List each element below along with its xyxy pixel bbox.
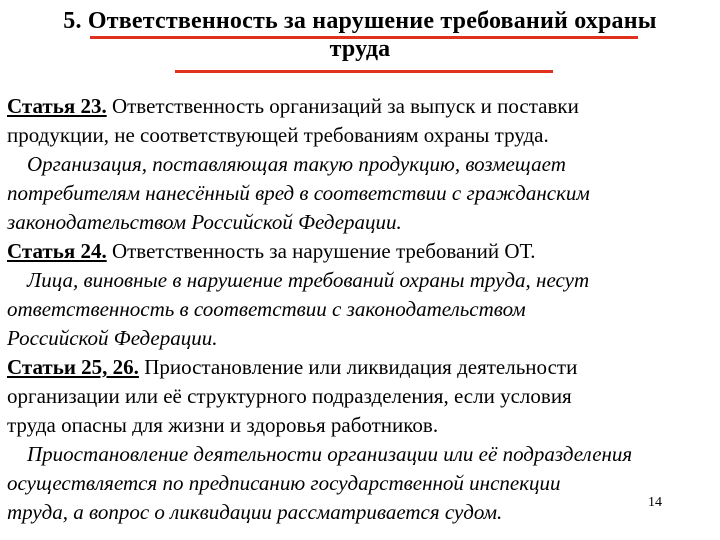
slide-body bbox=[7, 92, 713, 527]
article-text: продукции, не соответствующей требованиям охраны труда. bbox=[7, 123, 549, 147]
title-underline-2 bbox=[175, 70, 553, 73]
article-detail: Организация, поставляющая такую продукцию, возмещает bbox=[27, 152, 566, 176]
slide-title-line-1: 5. Ответственность за нарушение требований охраны bbox=[63, 8, 657, 34]
article-text: организации или её структурного подразделения, если условия bbox=[7, 384, 572, 408]
article-heading: Статья 23. bbox=[7, 94, 107, 118]
article-line bbox=[7, 237, 713, 266]
article-text: труда опасны для жизни и здоровья работников. bbox=[7, 413, 439, 437]
article-25-26 bbox=[7, 353, 713, 527]
article-detail: осуществляется по предписанию государственной инспекции bbox=[7, 471, 561, 495]
article-detail: Лица, виновные в нарушение требований охраны труда, несут bbox=[27, 268, 590, 292]
article-detail: Российской Федерации. bbox=[7, 326, 218, 350]
article-line bbox=[7, 353, 713, 382]
article-detail: Приостановление деятельности организации или её подразделения bbox=[27, 442, 633, 466]
article-text: Ответственность за нарушение требований ОТ. bbox=[106, 239, 536, 263]
article-text: Приостановление или ликвидация деятельности bbox=[138, 355, 578, 379]
article-detail: потребителям нанесённый вред в соответствии с гражданским bbox=[7, 181, 590, 205]
article-heading: Статьи 25, 26. bbox=[7, 355, 139, 379]
article-text: Ответственность организаций за выпуск и поставки bbox=[106, 94, 579, 118]
page-number: 14 bbox=[648, 495, 662, 510]
article-24 bbox=[7, 237, 713, 353]
article-23 bbox=[7, 92, 713, 237]
article-detail: ответственность в соответствии с законодательством bbox=[7, 297, 526, 321]
article-detail: труда, а вопрос о ликвидации рассматривается судом. bbox=[7, 500, 503, 524]
article-line bbox=[7, 92, 713, 121]
article-detail: законодательством Российской Федерации. bbox=[7, 210, 402, 234]
article-heading: Статья 24. bbox=[7, 239, 107, 263]
slide-title-line-2: труда bbox=[329, 36, 391, 62]
